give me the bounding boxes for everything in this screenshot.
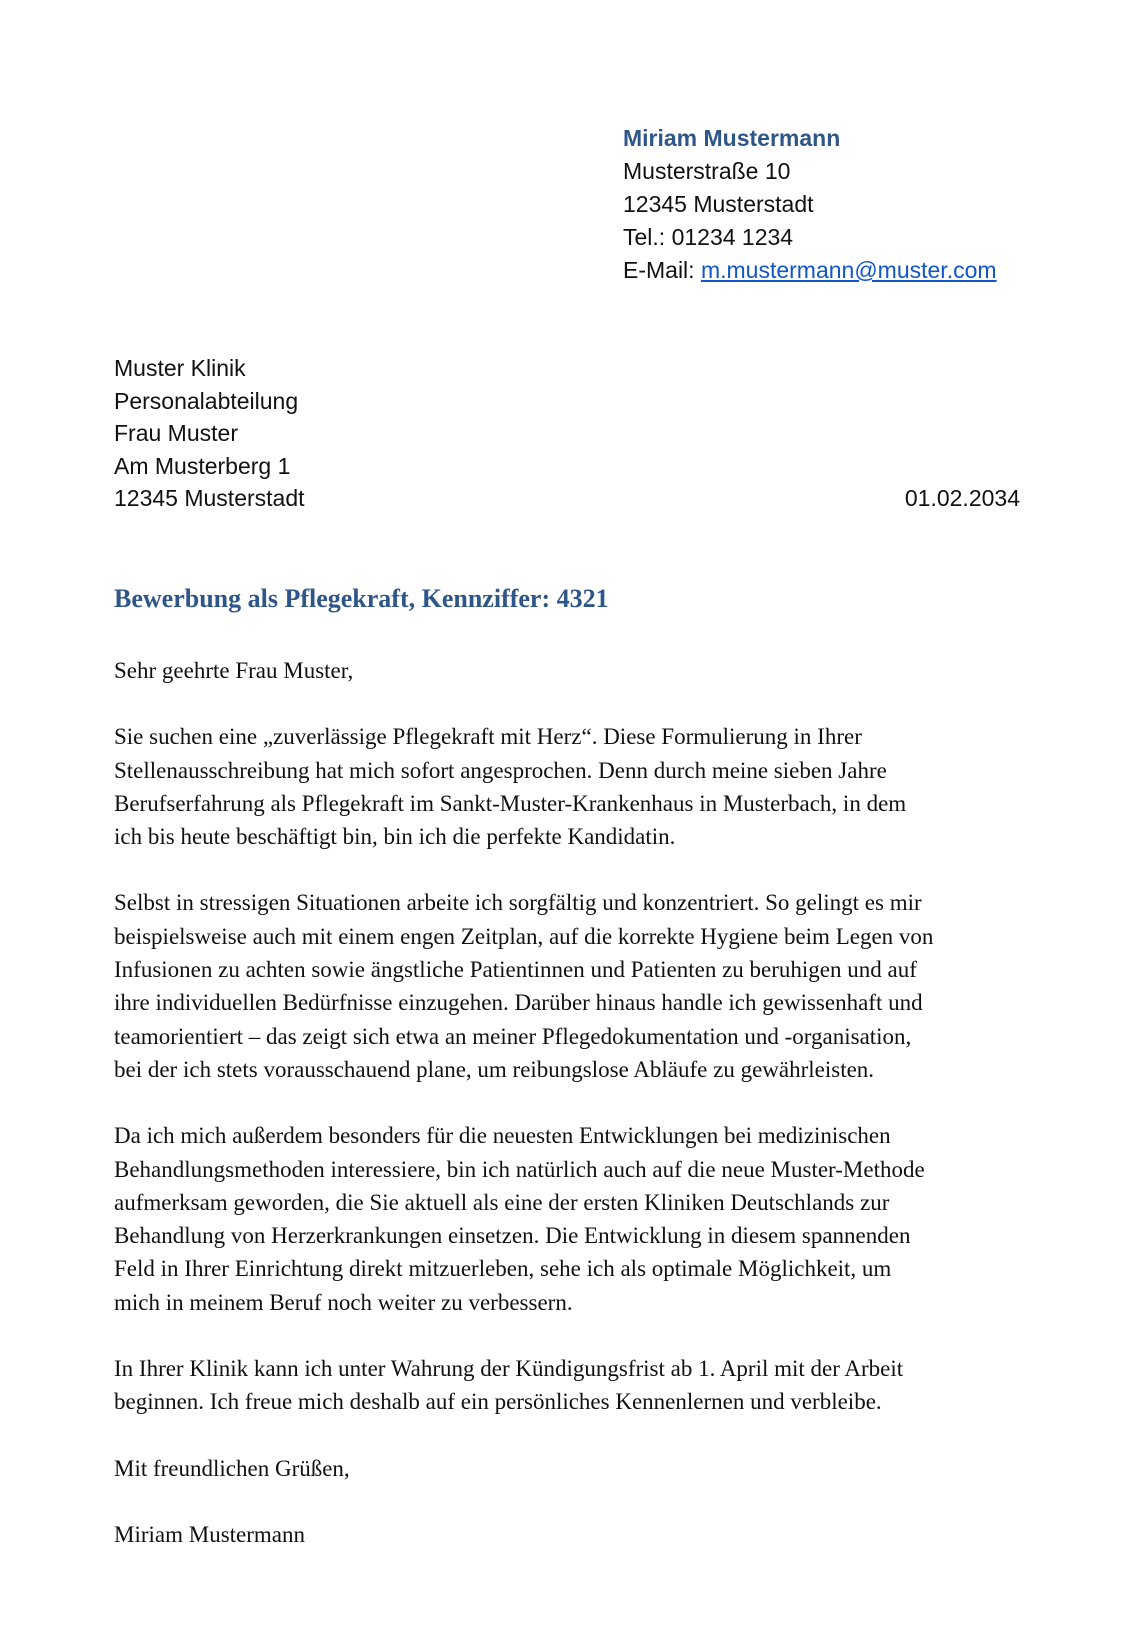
letter-date: 01.02.2034 [904,485,1020,511]
body-paragraph [114,1119,1044,1319]
sender-city: 12345 Musterstadt [623,191,814,217]
signature-text: Miriam Mustermann [114,1521,305,1547]
paragraph-line: beginnen. Ich freue mich deshalb auf ein persönliches Kennenlernen und verbleibe. [114,1389,882,1415]
sender-email-line [623,254,1093,287]
paragraph-line: bei der ich stets vorausschauend plane, um reibungslose Abläufe zu gewährleisten. [114,1056,875,1082]
paragraph-line: ihre individuellen Bedürfnisse einzugehen. Darüber hinaus handle ich gewissenhaft und [114,990,923,1016]
letter-subject: Bewerbung als Pflegekraft, Kennziffer: 4321 [114,584,609,613]
body-paragraph [114,720,1044,853]
sender-email-link[interactable]: m.mustermann@muster.com [700,257,997,283]
closing-text: Mit freundlichen Grüßen, [114,1455,350,1481]
body-paragraph [114,886,1044,1086]
body-paragraph [114,1352,1044,1419]
closing [114,1452,1044,1485]
paragraph-line: In Ihrer Klinik kann ich unter Wahrung der Kündigungsfrist ab 1. April mit der Arbeit [114,1356,904,1382]
sender-email-label: E-Mail: [623,257,701,283]
sender-name: Miriam Mustermann [623,125,841,151]
recipient-street: Am Musterberg 1 [114,452,291,479]
sender-street: Musterstraße 10 [623,158,791,184]
paragraph-line: beispielsweise auch mit einem engen Zeitplan, auf die korrekte Hygiene beim Legen von [114,923,934,949]
recipient-address-block [114,352,714,515]
recipient-city: 12345 Musterstadt [114,485,305,511]
paragraph-line: Infusionen zu achten sowie ängstliche Patientinnen und Patienten zu beruhigen und auf [114,957,917,983]
paragraph-line: teamorientiert – das zeigt sich etwa an meiner Pflegedokumentation und -organisation, [114,1023,912,1049]
recipient-contact: Frau Muster [114,420,238,446]
sender-address-block [623,122,1093,287]
recipient-company: Muster Klinik [114,355,246,381]
paragraph-line: ich bis heute beschäftigt bin, bin ich die perfekte Kandidatin. [114,824,676,850]
recipient-department: Personalabteilung [114,387,299,414]
paragraph-line: Stellenausschreibung hat mich sofort angesprochen. Denn durch meine sieben Jahre [114,757,887,783]
sender-phone: Tel.: 01234 1234 [623,224,794,250]
salutation [114,654,1044,687]
paragraph-line: Sie suchen eine „zuverlässige Pflegekraft mit Herz“. Diese Formulierung in Ihrer [114,724,862,750]
paragraph-line: Berufserfahrung als Pflegekraft im Sankt-Muster-Krankenhaus in Musterbach, in dem [114,790,907,816]
letter-body [114,654,1044,1584]
paragraph-line: Feld in Ihrer Einrichtung direkt mitzuerleben, sehe ich als optimale Möglichkeit, um [114,1256,892,1282]
body-paragraphs [114,720,1044,1418]
paragraph-line: mich in meinem Beruf noch weiter zu verbessern. [114,1289,573,1315]
paragraph-line: Da ich mich außerdem besonders für die neuesten Entwicklungen bei medizinischen [114,1123,891,1149]
paragraph-line: Behandlungsmethoden interessiere, bin ich natürlich auch auf die neue Muster-Methode [114,1156,925,1182]
salutation-text: Sehr geehrte Frau Muster, [114,658,354,683]
signature [114,1518,1044,1551]
paragraph-line: aufmerksam geworden, die Sie aktuell als eine der ersten Kliniken Deutschlands zur [114,1189,890,1215]
paragraph-line: Selbst in stressigen Situationen arbeite ich sorgfältig und konzentriert. So gelingt es mir [114,890,922,916]
paragraph-line: Behandlung von Herzerkrankungen einsetzen. Die Entwicklung in diesem spannenden [114,1223,911,1249]
